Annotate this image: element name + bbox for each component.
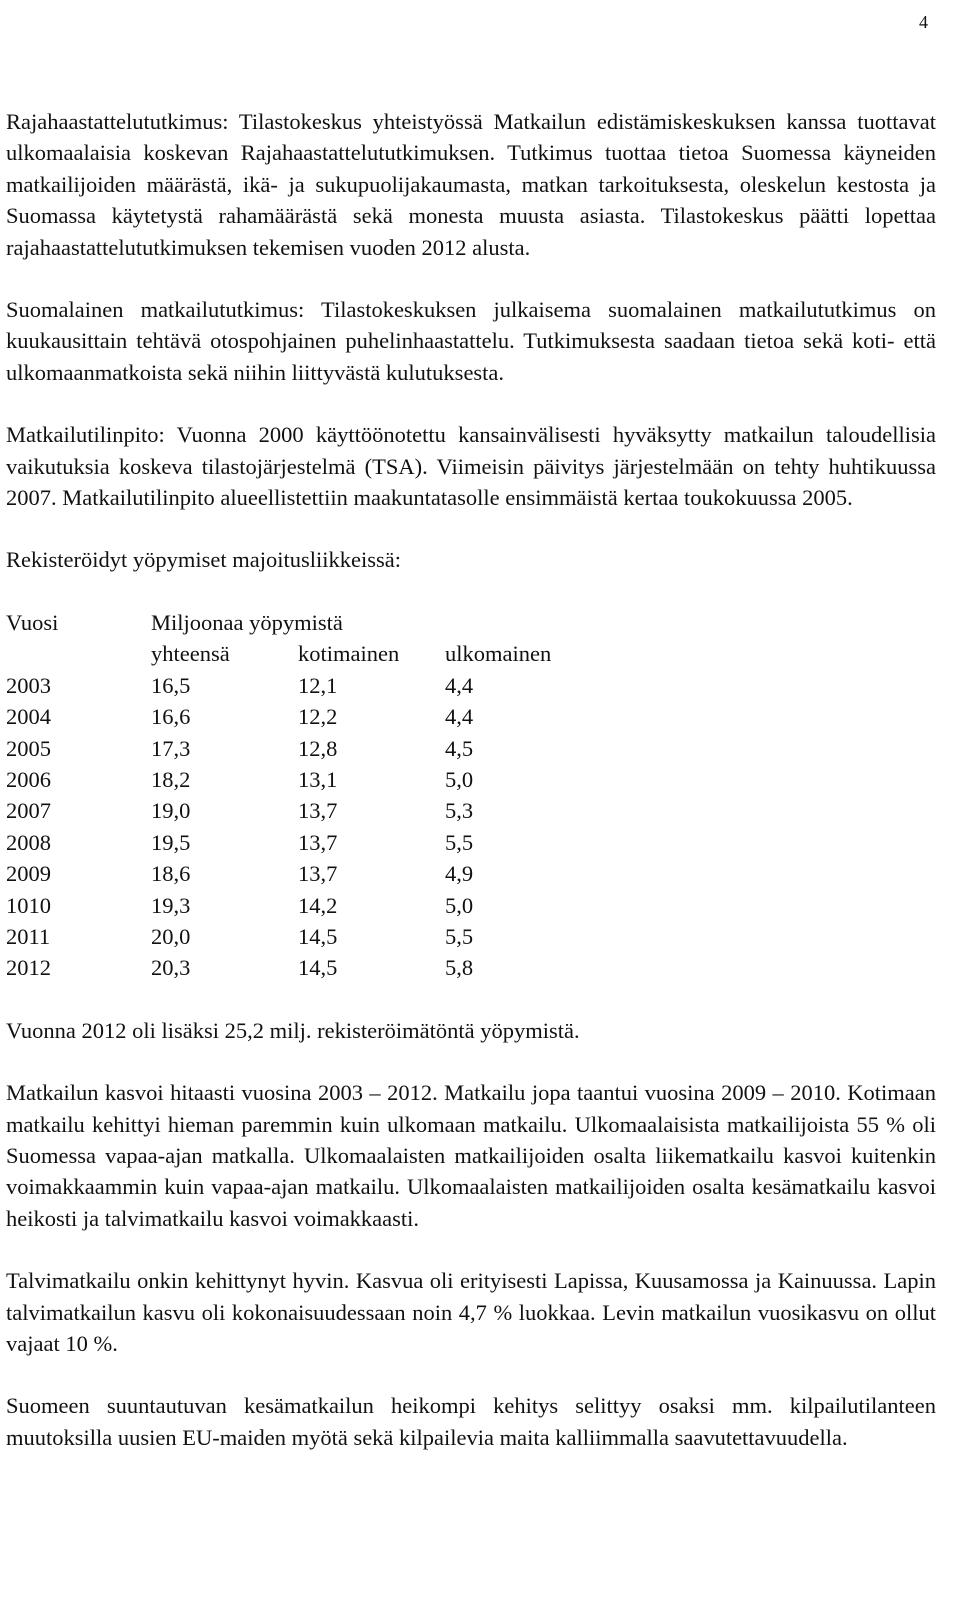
table-row [6, 921, 605, 952]
cell-year: 2006 [6, 766, 51, 792]
cell-year: 2011 [6, 923, 51, 949]
cell-year: 2007 [6, 798, 51, 824]
cell-total: 19,0 [151, 798, 191, 824]
table-header-row [6, 607, 605, 638]
cell-total: 18,2 [151, 766, 191, 792]
cell-total: 19,3 [151, 892, 191, 918]
paragraph-matkailututkimus: Suomalainen matkailututkimus: Tilastokeskuksen julkaisema suomalainen matkailututkimus on kuukausittain tehtävä otospohjainen puhelinhaastattelu. Tutkimuksesta saadaan tietoa sekä koti- että ulkomaanmatkoista sekä niihin liittyvästä kulutuksesta. [6, 297, 936, 385]
table-row [6, 764, 605, 795]
page-number: 4 [919, 12, 928, 32]
cell-total: 20,0 [151, 923, 191, 949]
cell-domestic: 13,7 [298, 829, 338, 855]
cell-year: 2009 [6, 861, 51, 887]
table-row [6, 827, 605, 858]
cell-year: 2008 [6, 829, 51, 855]
cell-year: 2004 [6, 704, 51, 730]
cell-domestic: 12,2 [298, 704, 338, 730]
cell-year: 2003 [6, 672, 51, 698]
cell-year: 1010 [6, 892, 51, 918]
paragraph-rajahaastattelututkimus: Rajahaastattelututkimus: Tilastokeskus yhteistyössä Matkailun edistämiskeskuksen kanssa tuottavat ulkomaalaisia koskevan Rajahaastattelututkimuksen. Tutkimus tuottaa tietoa Suomessa käyneiden matkailijoiden määrästä, ikä- ja sukupuolijakaumasta, matkan tarkoituksesta, oleskelun kestosta ja Suomassa käytetystä rahamäärästä sekä monesta muusta asiasta. Tilastokeskus päätti lopettaa rajahaastattelututkimuksen tekemisen vuoden 2012 alusta. [6, 109, 936, 260]
cell-foreign: 5,5 [445, 923, 474, 949]
table-row [6, 701, 605, 732]
header-total: yhteensä [151, 641, 230, 667]
header-year: Vuosi [6, 609, 59, 635]
cell-domestic: 12,1 [298, 672, 338, 698]
table-row [6, 795, 605, 826]
cell-domestic: 14,5 [298, 955, 338, 981]
overnight-stays-table [6, 607, 605, 984]
cell-total: 16,6 [151, 704, 191, 730]
cell-total: 16,5 [151, 672, 191, 698]
table-subheader-row [6, 638, 605, 669]
cell-domestic: 14,2 [298, 892, 338, 918]
cell-foreign: 5,5 [445, 829, 474, 855]
paragraph-winter-tourism: Talvimatkailu onkin kehittynyt hyvin. Kasvua oli erityisesti Lapissa, Kuusamossa ja Kainuussa. Lapin talvimatkailun kasvu oli kokonaisuudessaan noin 4,7 % luokkaa. Levin matkailun vuosikasvu on ollut vajaat 10 %. [6, 1268, 936, 1356]
paragraph-growth: Matkailun kasvoi hitaasti vuosina 2003 – 2012. Matkailu jopa taantui vuosina 2009 – 2010. Kotimaan matkailu kehittyi hieman paremmin kuin ulkomaan matkailu. Ulkomaalaisista matkailijoista 55 % oli Suomessa vapaa-ajan matkalla. Ulkomaalaisten matkailijoiden osalta liikematkailu kasvoi kuitenkin voimakkaammin kuin vapaa-ajan matkailu. Ulkomaalaisten matkailijoiden osalta kesämatkailu kasvoi heikosti ja talvimatkailu kasvoi voimakkaasti. [6, 1080, 936, 1231]
cell-foreign: 4,4 [445, 672, 474, 698]
paragraph-matkailutilinpito: Matkailutilinpito: Vuonna 2000 käyttöönotettu kansainvälisesti hyväksytty matkailun taloudellisia vaikutuksia koskeva tilastojärjestelmä (TSA). Viimeisin päivitys järjestelmään on tehty huhtikuussa 2007. Matkailutilinpito alueellistettiin maakuntatasolle ensimmäistä kertaa toukokuussa 2005. [6, 422, 936, 511]
cell-domestic: 12,8 [298, 735, 338, 761]
cell-foreign: 5,0 [445, 892, 474, 918]
cell-foreign: 4,5 [445, 735, 474, 761]
cell-foreign: 5,0 [445, 766, 474, 792]
document-body [6, 106, 936, 1453]
cell-foreign: 4,4 [445, 704, 474, 730]
cell-foreign: 5,8 [445, 955, 474, 981]
cell-domestic: 14,5 [298, 923, 338, 949]
cell-total: 18,6 [151, 861, 191, 887]
header-domestic: kotimainen [298, 641, 400, 667]
header-empty [6, 638, 151, 669]
cell-foreign: 5,3 [445, 798, 474, 824]
header-group: Miljoonaa yöpymistä [151, 609, 343, 635]
header-foreign: ulkomainen [445, 641, 552, 667]
cell-domestic: 13,7 [298, 798, 338, 824]
table-row [6, 670, 605, 701]
cell-total: 20,3 [151, 955, 191, 981]
table-row [6, 952, 605, 983]
cell-domestic: 13,7 [298, 861, 338, 887]
cell-foreign: 4,9 [445, 861, 474, 887]
table-heading: Rekisteröidyt yöpymiset majoitusliikkeissä: [6, 547, 401, 573]
cell-year: 2005 [6, 735, 51, 761]
table-row [6, 733, 605, 764]
cell-total: 17,3 [151, 735, 191, 761]
cell-total: 19,5 [151, 829, 191, 855]
table-row [6, 890, 605, 921]
paragraph-unregistered-stays: Vuonna 2012 oli lisäksi 25,2 milj. rekisteröimätöntä yöpymistä. [6, 1017, 580, 1043]
paragraph-summer-tourism: Suomeen suuntautuvan kesämatkailun heikompi kehitys selittyy osaksi mm. kilpailutilanteen muutoksilla uusien EU-maiden myötä sekä kilpailevia maita kalliimmalla saavutettavuudella. [6, 1393, 936, 1450]
cell-year: 2012 [6, 955, 51, 981]
cell-domestic: 13,1 [298, 766, 338, 792]
table-row [6, 858, 605, 889]
